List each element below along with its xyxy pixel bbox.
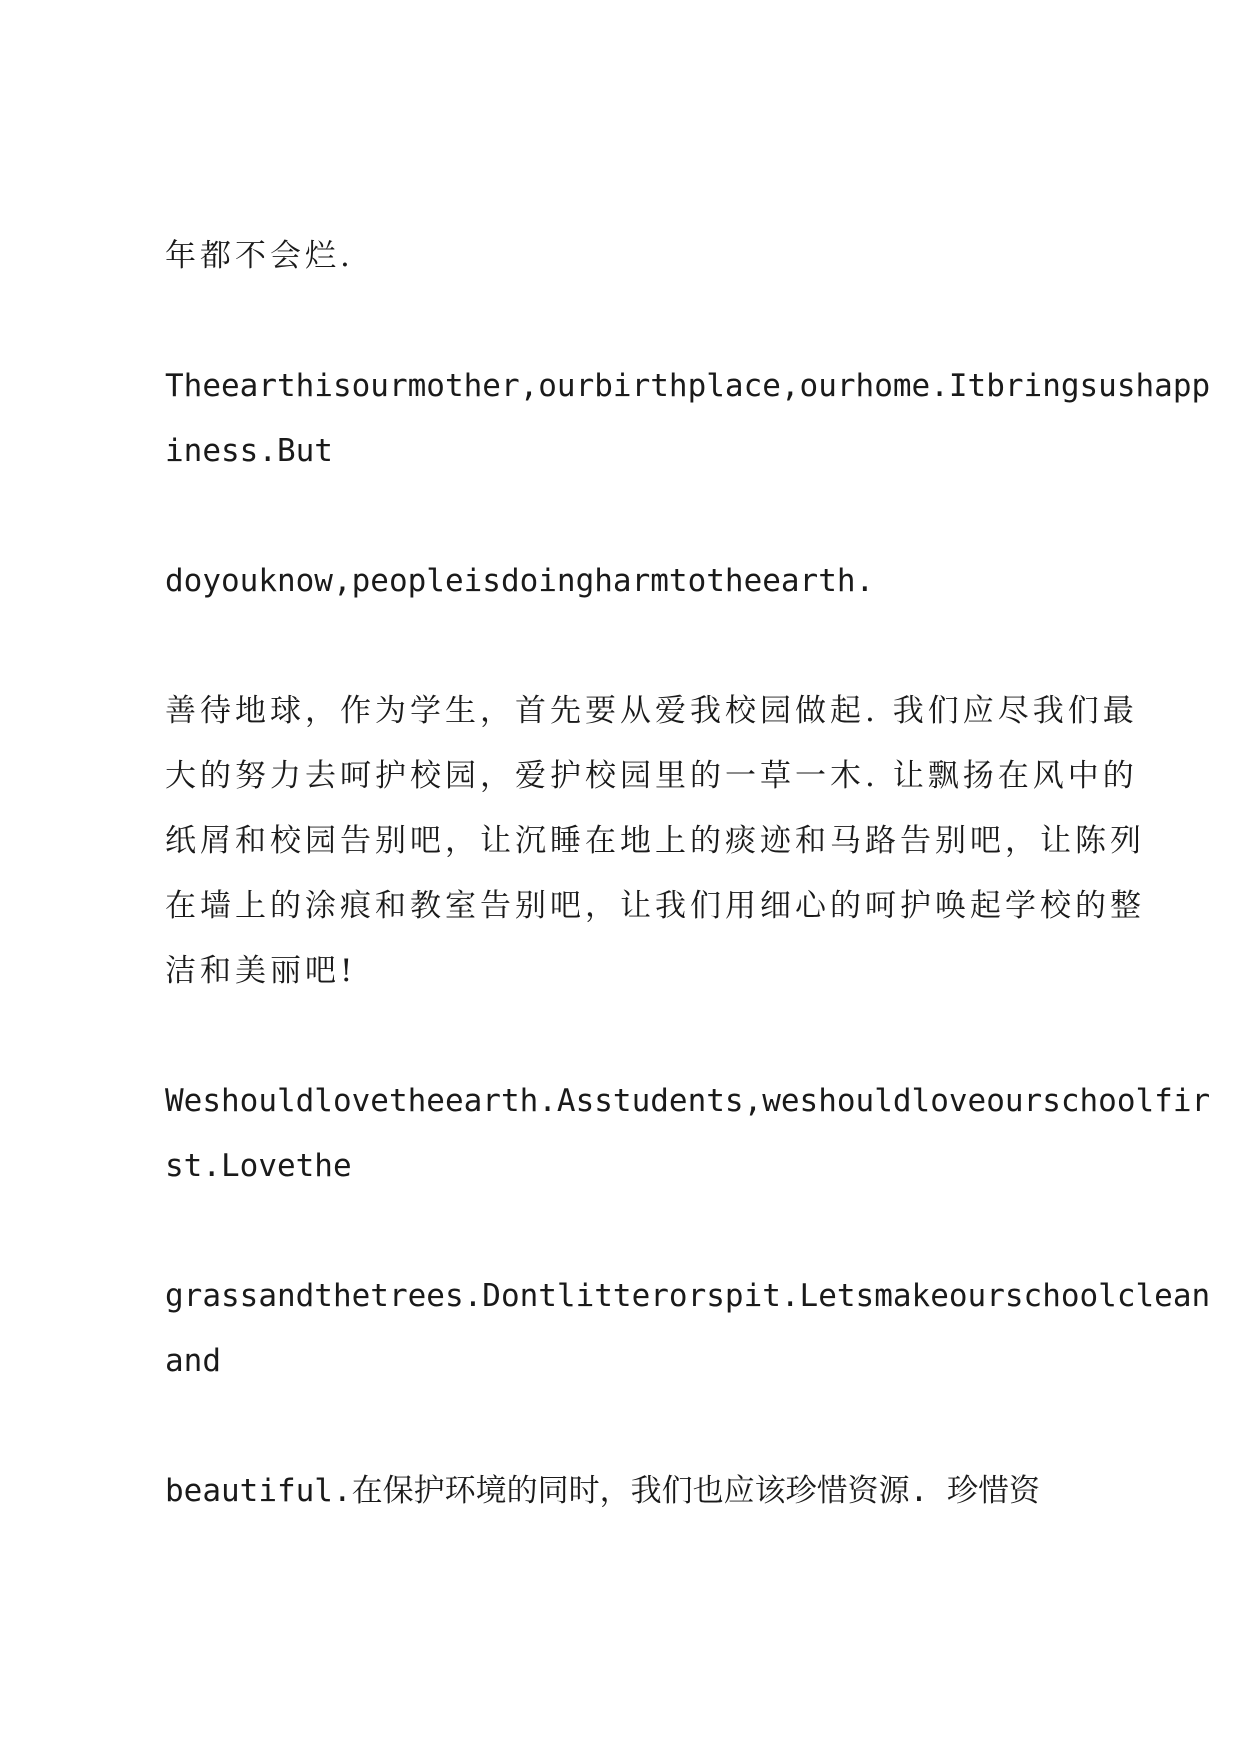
text-line: 纸屑和校园告别吧，让沉睡在地上的痰迹和马路告别吧，让陈列: [165, 823, 1145, 859]
text-line: beautiful.在保护环境的同时，我们也应该珍惜资源. 珍惜资: [165, 1473, 1040, 1509]
text-line: iness.But: [165, 433, 333, 469]
paragraph-3: [165, 549, 1090, 614]
text-line: doyouknow,peopleisdoingharmtotheearth.: [165, 563, 875, 599]
text-line: 在墙上的涂痕和教室告别吧，让我们用细心的呵护唤起学校的整: [165, 888, 1145, 924]
paragraph-gap: [165, 614, 1090, 679]
paragraph-4: [165, 679, 1145, 1004]
paragraph-2: [165, 354, 1211, 484]
text-line: st.Lovethe: [165, 1148, 352, 1184]
paragraph-gap: [165, 484, 1090, 549]
paragraph-7: [165, 1459, 1090, 1524]
paragraph-gap: [165, 1394, 1090, 1459]
text-line: and: [165, 1343, 221, 1379]
paragraph-6: [165, 1264, 1211, 1394]
paragraph-5: [165, 1069, 1211, 1199]
text-line: Weshouldlovetheearth.Asstudents,weshouldloveourschoolfir: [165, 1083, 1211, 1119]
paragraph-gap: [165, 1004, 1090, 1069]
text-line: grassandthetrees.Dontlitterorspit.Letsmakeourschoolclean: [165, 1278, 1211, 1314]
paragraph-gap: [165, 289, 1090, 354]
paragraph-gap: [165, 1199, 1090, 1264]
text-line: 洁和美丽吧!: [165, 953, 357, 989]
text-line: 善待地球，作为学生，首先要从爱我校园做起. 我们应尽我们最: [165, 693, 1138, 729]
text-line: Theearthisourmother,ourbirthplace,ourhome.Itbringsushapp: [165, 368, 1211, 404]
text-line: 大的努力去呵护校园，爱护校园里的一草一木. 让飘扬在风中的: [165, 758, 1138, 794]
text-line: 年都不会烂.: [165, 238, 354, 274]
body-text: [165, 224, 1211, 1524]
paragraph-1: [165, 224, 1090, 289]
